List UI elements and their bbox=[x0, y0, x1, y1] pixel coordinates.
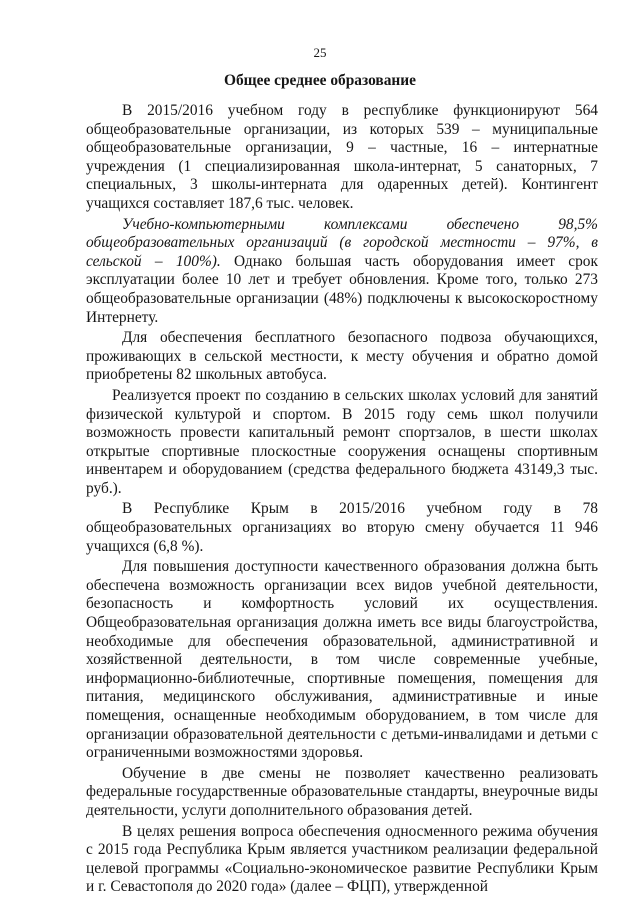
italic-emphasis: Учебно-компьютерными комплексами обеспечено 98,5% общеобразовательных организаций (в городской местности – 97%, в сельской – 100%). bbox=[86, 215, 598, 270]
page-number: 25 bbox=[313, 45, 327, 60]
paragraph-computer-equipment bbox=[86, 216, 598, 328]
paragraph-schools-count: В 2015/2016 учебном году в республике функционируют 564 общеобразовательные организации, из которых 539 – муниципальные общеобразовательные организации, 9 – частные, 16 – интернатные учреждения (1 специализированная школа-интернат, 5 санаторных, 7 специальных, 3 школы-интерната для одаренных детей). Контингент учащихся составляет 187,6 тыс. человек. bbox=[86, 102, 598, 212]
paragraph-second-shift: В Республике Крым в 2015/2016 учебном году в 78 общеобразовательных организациях во вторую смену обучается 11 946 учащихся (6,8 %). bbox=[86, 500, 598, 555]
paragraph-school-buses: Для обеспечения бесплатного безопасного подвоза обучающихся, проживающих в сельской местности, к месту обучения и обратно домой приобретены 82 школьных автобуса. bbox=[86, 329, 598, 384]
paragraph-education-access: Для повышения доступности качественного образования должна быть обеспечена возможность организации всех видов учебной деятельности, безопасность и комфортность условий их осуществления. Общеобразовательная организация должна иметь все виды благоустройства, необходимые для обеспечения образовательной, административной и хозяйственной деятельности, в том числе современные учебные, информационно-библиотечные, спортивные помещения, помещения для питания, медицинского обслуживания, административные и иные помещения, оснащенные необходимым оборудованием, в том числе для организации образовательной деятельности с детьми-инвалидами и детьми с ограниченными возможностями здоровья. bbox=[86, 558, 598, 762]
paragraph-rural-sports: Реализуется проект по созданию в сельских школах условий для занятий физической культурой и спортом. В 2015 году семь школ получили возможность провести капитальный ремонт спортзалов, в шести школах открытые спортивные плоскостные сооружения оснащены спортивным инвентарем и оборудованием (средства федерального бюджета 43149,3 тыс. руб.). bbox=[86, 386, 598, 497]
paragraph-two-shifts: Обучение в две смены не позволяет качественно реализовать федеральные государственные образовательные стандарты, внеурочные виды деятельности, услуги дополнительного образования детей. bbox=[86, 764, 598, 819]
paragraph-text: Однако большая часть оборудования имеет срок эксплуатации более 10 лет и требует обновления. Кроме того, только 273 общеобразовательные организации (48%) подключены к высокоскоростному Интернету. bbox=[86, 252, 598, 326]
section-title: Общее среднее образование bbox=[224, 72, 416, 89]
document-body bbox=[86, 102, 598, 897]
paragraph-federal-program: В целях решения вопроса обеспечения односменного режима обучения с 2015 года Республика Крым является участником реализации федеральной целевой программы «Социально-экономическое развитие Республики Крым и г. Севастополя до 2020 года» (далее – ФЦП), утвержденной bbox=[86, 822, 598, 896]
